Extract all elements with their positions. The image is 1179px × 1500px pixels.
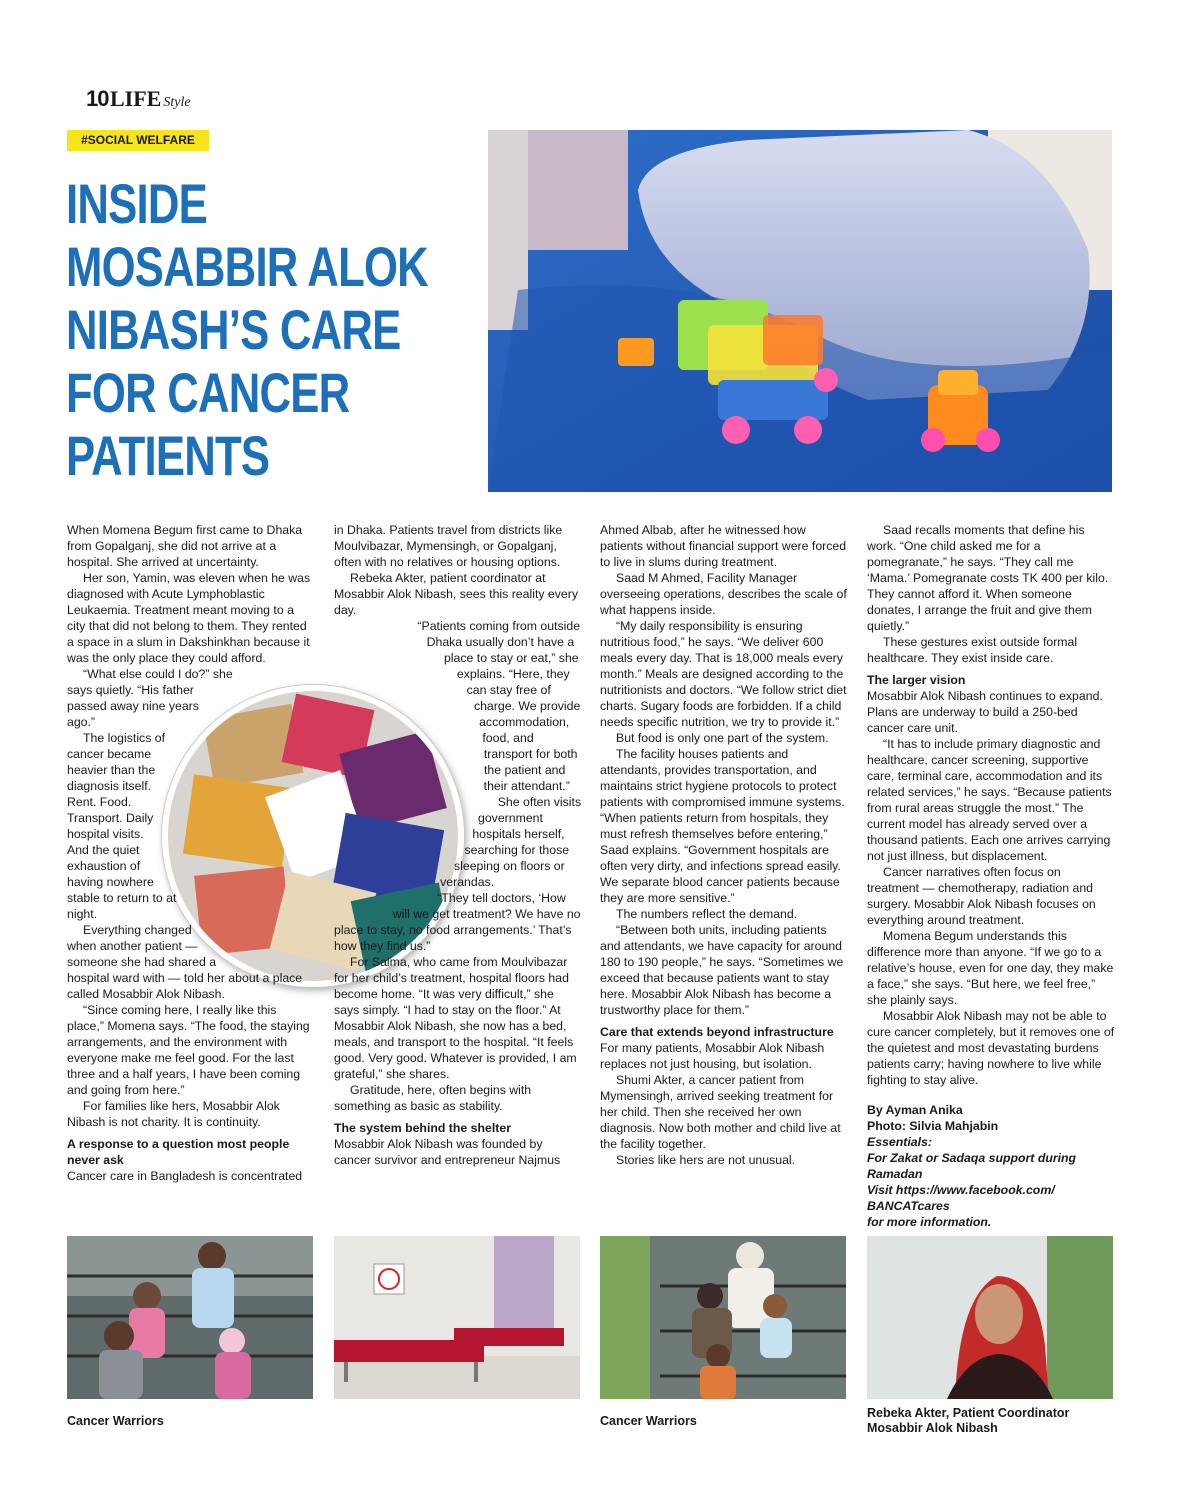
paragraph: Saad M Ahmed, Facility Manager overseeing operations, describes the scale of what happens inside. xyxy=(600,571,847,617)
photo-ward-room xyxy=(334,1236,580,1399)
article-column-1 xyxy=(67,522,315,1184)
paragraph: Mosabbir Alok Nibash was founded by cancer survivor and entrepreneur Najmus xyxy=(334,1137,561,1167)
article-column-3 xyxy=(600,522,848,1168)
paragraph: Mosabbir Alok Nibash continues to expand. Plans are underway to build a 250-bed cancer care unit. xyxy=(867,689,1103,735)
paragraph: Momena Begum understands this difference more than anyone. “If we go to a relative’s house, even for one day, they make a face,” she says. “But here, we feel free,” she plainly says. xyxy=(867,929,1114,1007)
paragraph: in Dhaka. Patients travel from districts like Moulvibazar, Mymensingh, or Gopalganj, often with no relatives or housing options. xyxy=(334,523,563,569)
headline-line: NIBASH’S CARE xyxy=(66,298,401,361)
toy-block-icon xyxy=(618,338,654,366)
paragraph: “Between both units, including patients and attendants, we have capacity for around 180 to 190 people,” he says. “Sometimes we exceed that because patients want to stay here. Mosabbir Alok Nibash has become a trustworthy place for them.” xyxy=(600,923,844,1017)
paragraph: For families like hers, Mosabbir Alok Nibash is not charity. It is continuity. xyxy=(67,1099,280,1129)
paragraph: Gratitude, here, often begins with something as basic as stability. xyxy=(334,1083,532,1113)
headline-line: FOR CANCER xyxy=(66,361,350,424)
paragraph: The facility houses patients and attendants, provides transportation, and maintains strict hygiene protocols to protect patients with compromised immune systems. “When patients return from hospitals, they must refresh themselves before entering,” Saad explains. “Government hospitals are often very dirty, and infections spread easily. We separate blood cancer patients because they are more sensitive.” xyxy=(600,747,845,905)
brand-name: LIFE xyxy=(110,86,162,111)
paragraph: Saad recalls moments that define his work. “One child asked me for a pomegranate,” he says. “They call me ‘Mama.’ Pomegranate costs TK 400 per kilo. They cannot afford it. When someone donates, I arrange the fruit and give them quietly.” xyxy=(867,523,1109,633)
paragraph: Cancer care in Bangladesh is concentrated xyxy=(67,1169,303,1183)
paragraph: Shumi Akter, a cancer patient from Mymensingh, arrived seeking treatment for her child. Then she received her own diagnosis. Now both mother and child live at the facility together. xyxy=(600,1073,841,1151)
author-credit: By Ayman Anika xyxy=(867,1103,963,1117)
essentials-label: Essentials: xyxy=(867,1135,932,1149)
publication-logo xyxy=(110,86,191,112)
children-on-stairs-illustration xyxy=(67,1236,313,1399)
headline-line: MOSABBIR ALOK xyxy=(66,235,428,298)
paragraph: “They tell doctors, ‘How will we get treatment? We have no place to stay, no food arrangements.’ That’s how they find us.” xyxy=(334,891,581,953)
paragraph: Rebeka Akter, patient coordinator at Mosabbir Alok Nibash, sees this reality every day. xyxy=(334,571,578,617)
headline xyxy=(66,172,428,487)
article-column-4 xyxy=(867,522,1115,1230)
subheading: The system behind the shelter xyxy=(334,1121,511,1135)
brand-script: Style xyxy=(163,95,191,110)
subheading: A response to a question most people never ask xyxy=(67,1137,290,1167)
paragraph: “What else could I do?” she says quietly. “His father passed away nine years ago.” xyxy=(67,667,233,729)
article-column-2 xyxy=(334,522,582,1168)
paragraph: For Salma, who came from Moulvibazar for her child’s treatment, hospital floors had become home. “It was very difficult,” she says simply. “I had to stay on the floor.” At Mosabbir Alok Nibash, she now has a bed, meals, and transport to the hospital. “It feels good. Very good. Whatever is provided, I am grateful,” she shares. xyxy=(334,955,577,1081)
paragraph: “It has to include primary diagnostic and healthcare, cancer screening, supportive care, terminal care, accommodation and its related services,” he says. “Because patients from rural areas struggle the most.” The current model has already served over a thousand patients. Each one arrives carrying not just illness, but displacement. xyxy=(867,737,1112,863)
paragraph: “Since coming here, I really like this place,” Momena says. “The food, the staying arrangements, and the environment with everyone make me feel good. For the last three and a half years, I have been coming and going from here.” xyxy=(67,1003,310,1097)
paragraph: Everything changed when another patient — someone she had shared a hospital ward with — told her about a place called Mosabbir Alok Nibash. xyxy=(67,923,303,1001)
paragraph: For many patients, Mosabbir Alok Nibash replaces not just housing, but isolation. xyxy=(600,1041,825,1071)
paragraph: “Patients coming from outside Dhaka usually don’t have a place to stay or eat,” she explains. “Here, they can stay free of charge. We provide accommodation, food, and transport for both the patient and their attendant.” xyxy=(417,619,581,793)
caption-line: Rebeka Akter, Patient Coordinator xyxy=(867,1406,1070,1420)
paragraph: These gestures exist outside formal healthcare. They exist inside care. xyxy=(867,635,1078,665)
paragraph: Stories like hers are not unusual. xyxy=(616,1153,796,1167)
headline-line: PATIENTS xyxy=(66,424,270,487)
more-info: for more information. xyxy=(867,1215,992,1229)
caption-line: Mosabbir Alok Nibash xyxy=(867,1421,998,1435)
photo-rebeka-akter xyxy=(867,1236,1113,1399)
support-note: For Zakat or Sadaqa support during Ramadan xyxy=(867,1151,1077,1181)
paragraph: She often visits government hospitals herself, searching for those sleeping on floors or verandas. xyxy=(440,795,582,889)
portrait-illustration xyxy=(867,1236,1113,1399)
family-on-stairs-illustration xyxy=(600,1236,846,1399)
photo-caption: Cancer Warriors xyxy=(67,1414,164,1428)
paragraph: But food is only one part of the system. xyxy=(616,731,829,745)
hero-photo xyxy=(488,130,1112,492)
paragraph: When Momena Begum first came to Dhaka from Gopalganj, she did not arrive at a hospital. She arrived at uncertainty. xyxy=(67,523,303,569)
photo-caption xyxy=(867,1406,1069,1436)
subheading: Care that extends beyond infrastructure xyxy=(600,1025,834,1039)
visit-link[interactable]: Visit https://www.facebook.com/ BANCATcares xyxy=(867,1183,1055,1213)
section-tag: #SOCIAL WELFARE xyxy=(67,130,209,151)
paragraph: “My daily responsibility is ensuring nutritious food,” he says. “We deliver 600 meals every day. That is 18,000 meals every month.” Meals are designed according to the nutritionists and doctors. “We follow strict diet charts. Sugary foods are forbidden. If a child needs specific nutrition, we try to provide it.” xyxy=(600,619,847,729)
headline-line: INSIDE xyxy=(66,172,207,235)
credits xyxy=(867,1102,1115,1230)
paragraph: Mosabbir Alok Nibash may not be able to cure cancer completely, but it removes one of the quietest and most devastating burdens patients carry; having nowhere to live while fighting to stay alive. xyxy=(867,1009,1115,1087)
paragraph: Cancer narratives often focus on treatment — chemotherapy, radiation and surgery. Mosabbir Alok Nibash focuses on everything around treatment. xyxy=(867,865,1096,927)
ward-room-illustration xyxy=(334,1236,580,1399)
page-number: 10 xyxy=(86,86,109,111)
photo-caption: Cancer Warriors xyxy=(600,1414,697,1428)
paragraph: Her son, Yamin, was eleven when he was diagnosed with Acute Lymphoblastic Leukaemia. Treatment meant moving to a city that did not belong to them. They rented a space in a slum in Dakshinkhan because it was the only place they could afford. xyxy=(67,571,311,665)
photo-cancer-warriors-1 xyxy=(67,1236,313,1399)
photo-cancer-warriors-2 xyxy=(600,1236,846,1399)
subheading: The larger vision xyxy=(867,673,966,687)
hero-photo-illustration xyxy=(488,130,1112,492)
photo-credit: Photo: Silvia Mahjabin xyxy=(867,1119,999,1133)
paragraph: The numbers reflect the demand. xyxy=(616,907,798,921)
paragraph: The logistics of cancer became heavier than the diagnosis itself. Rent. Food. Transport. Daily hospital visits. And the quiet exhaustion of having nowhere stable to return to at night. xyxy=(67,731,177,921)
paragraph: Ahmed Albab, after he witnessed how patients without financial support were forced to live in slums during treatment. xyxy=(600,523,847,569)
